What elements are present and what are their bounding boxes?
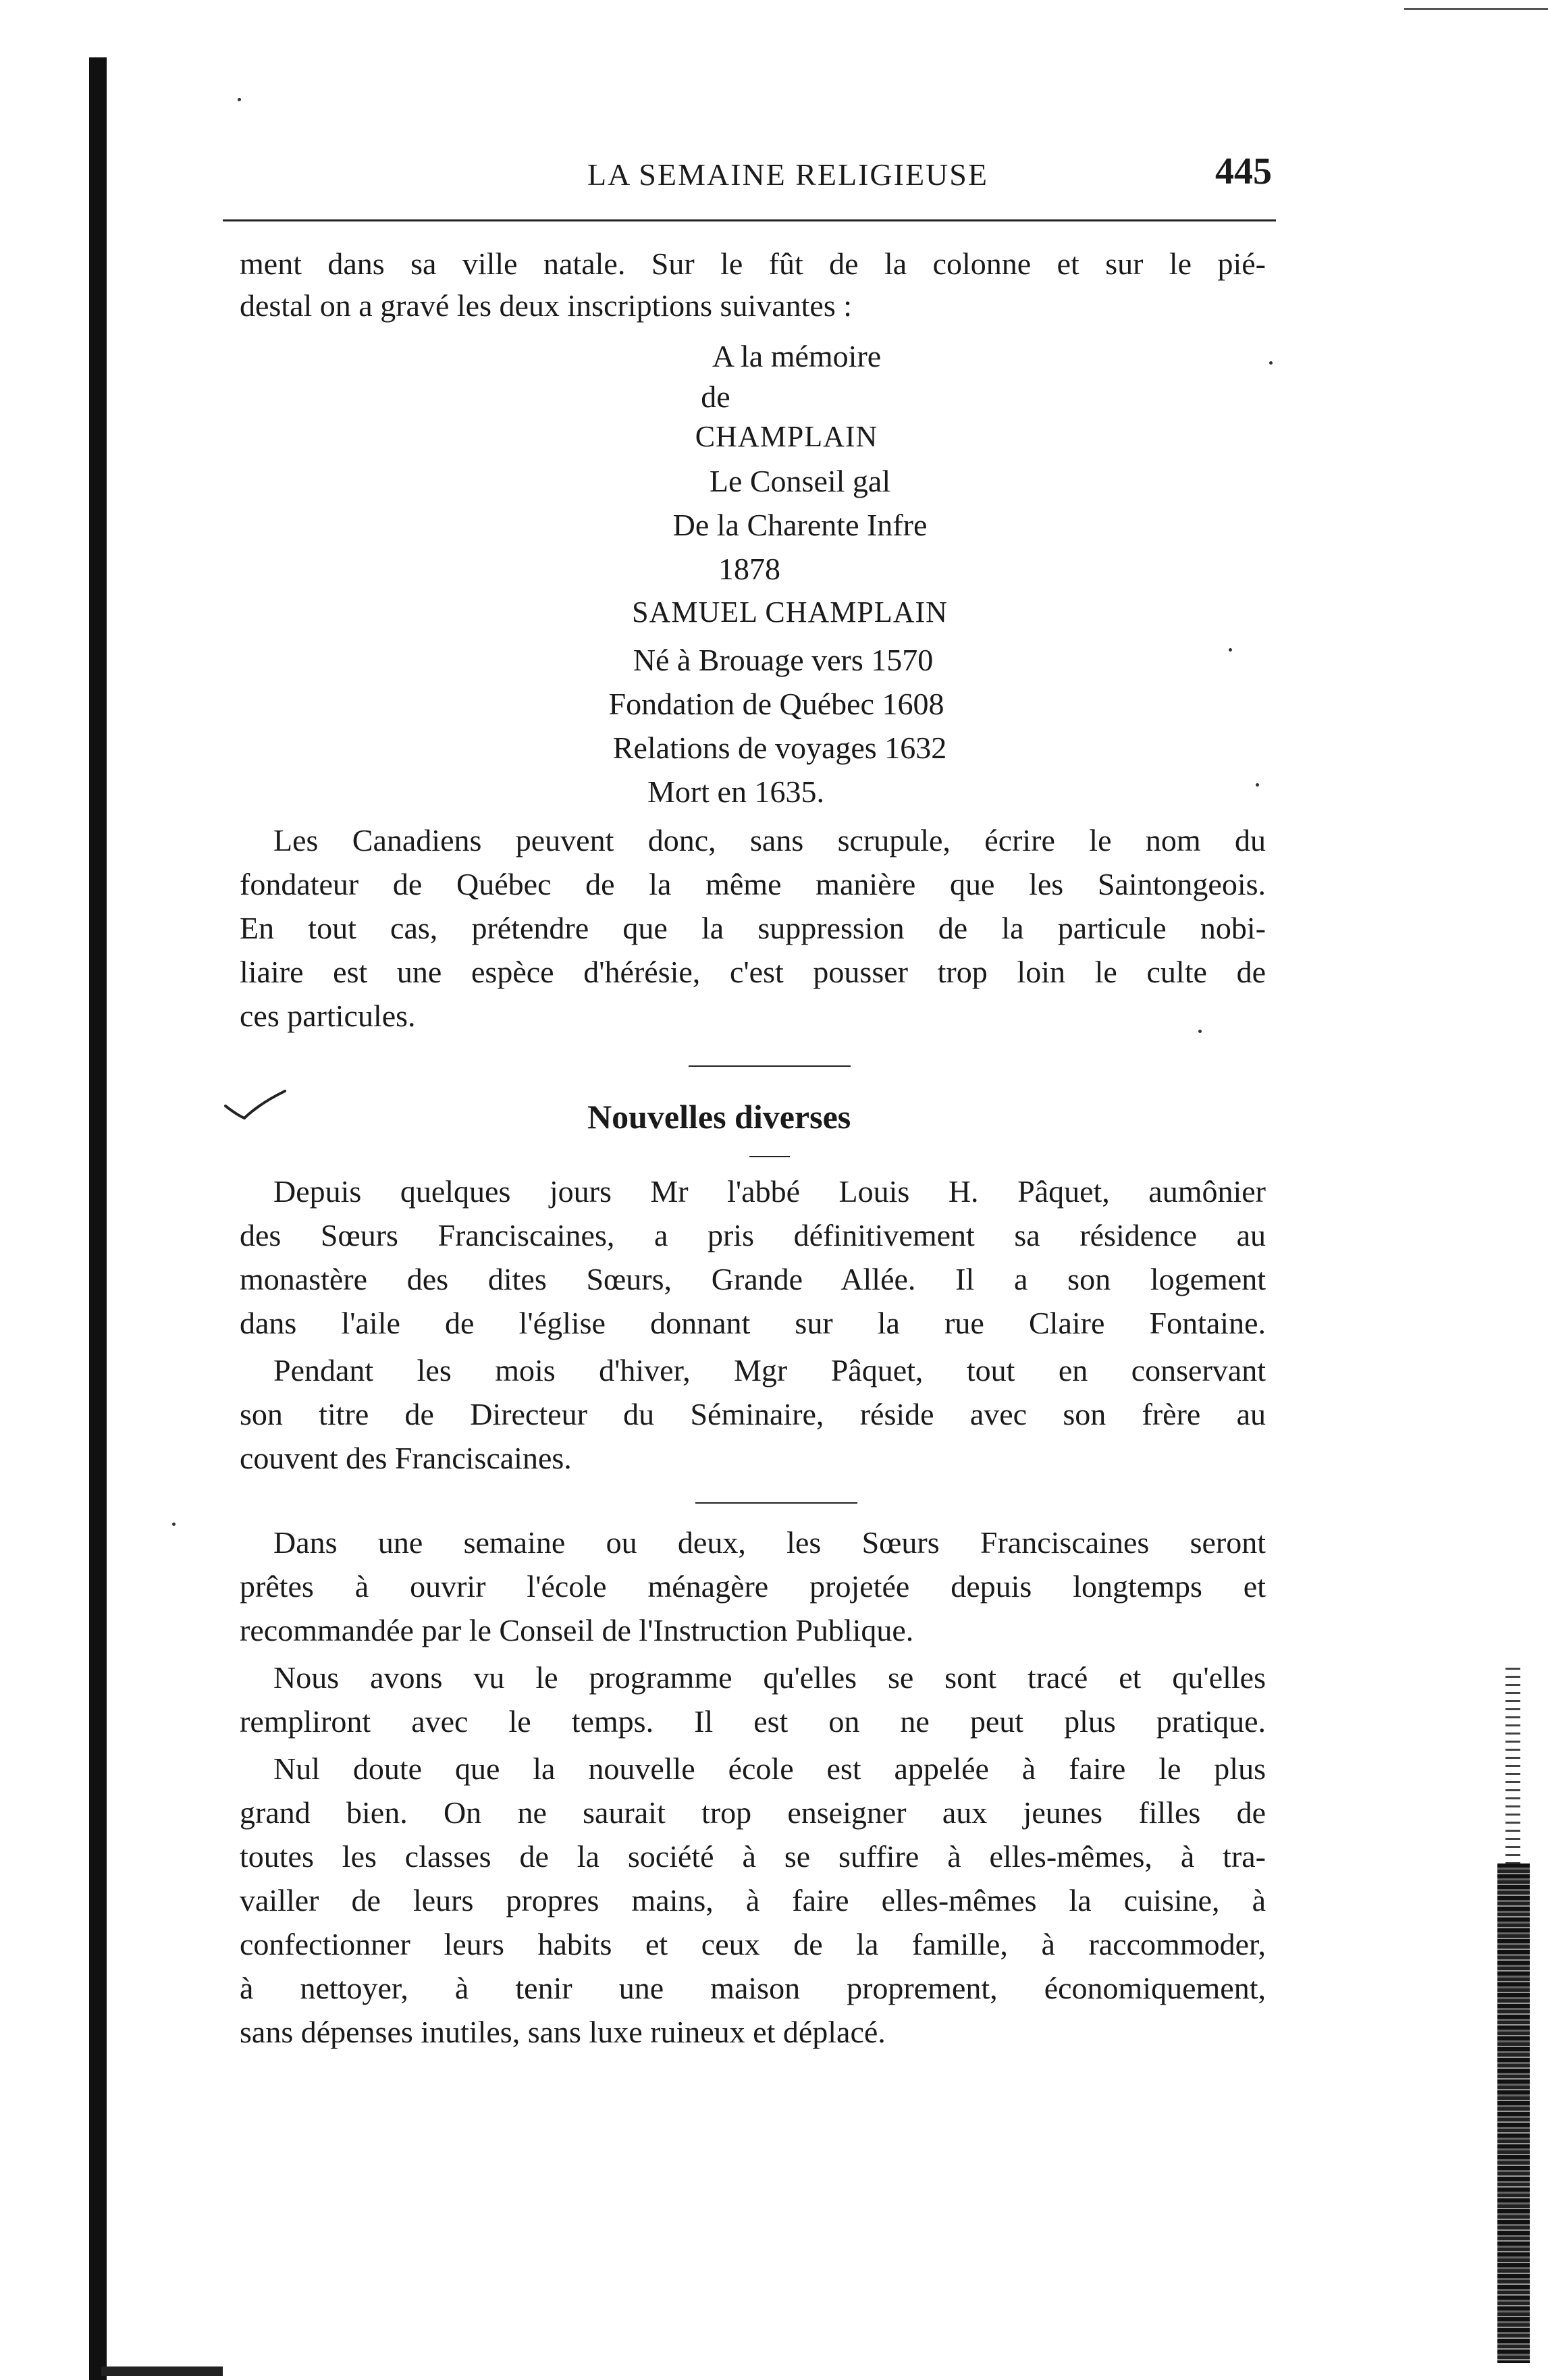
section-rule — [695, 1502, 857, 1504]
scan-binding-shadow-foot — [101, 2366, 223, 2376]
inscription-line: De la Charente Infre — [672, 508, 928, 542]
section-title: Nouvelles diverses — [587, 1098, 851, 1136]
body-line: Depuis quelques jours Mr l'abbé Louis H. Pâquet, aumônier — [273, 1174, 1266, 1209]
scan-edge-line — [1404, 8, 1548, 10]
check-mark-icon — [223, 1088, 287, 1122]
scan-page-edge-top — [1505, 1668, 1520, 1863]
body-line: monastère des dites Sœurs, Grande Allée. Il a son logement — [240, 1262, 1266, 1296]
inscription-line: Mort en 1635. — [647, 774, 824, 809]
body-line: rempliront avec le temps. Il est on ne peut plus pratique. — [240, 1704, 1266, 1739]
inscription-line: CHAMPLAIN — [695, 420, 878, 453]
body-line: liaire est une espèce d'hérésie, c'est pousser trop loin le culte de — [240, 955, 1266, 989]
scan-speck — [172, 1523, 176, 1526]
inscription-line: Relations de voyages 1632 — [612, 731, 947, 765]
header-rule — [223, 219, 1276, 221]
scan-speck — [1198, 1030, 1202, 1033]
body-line: recommandée par le Conseil de l'Instruction Publique. — [240, 1613, 914, 1647]
body-line: dans l'aile de l'église donnant sur la rue Claire Fontaine. — [240, 1306, 1266, 1340]
inscription-line: SAMUEL CHAMPLAIN — [632, 596, 948, 629]
scan-speck — [1256, 783, 1259, 787]
body-line: ces particules. — [240, 999, 416, 1033]
body-line: à nettoyer, à tenir une maison proprement, économiquement, — [240, 1971, 1266, 2005]
body-line: grand bien. On ne saurait trop enseigner aux jeunes filles de — [240, 1795, 1266, 1830]
scan-speck — [1229, 648, 1232, 652]
body-line: sans dépenses inutiles, sans luxe ruineux et déplacé. — [240, 2015, 886, 2049]
inscription-line: Né à Brouage vers 1570 — [633, 643, 934, 677]
page-number: 445 — [1215, 151, 1272, 192]
body-line: Nous avons vu le programme qu'elles se sont tracé et qu'elles — [273, 1660, 1266, 1695]
body-line: fondateur de Québec de la même manière que les Saintongeois. — [240, 867, 1266, 901]
intro-line: destal on a gravé les deux inscriptions suivantes : — [240, 288, 853, 323]
body-line: des Sœurs Franciscaines, a pris définitivement sa résidence au — [240, 1218, 1266, 1252]
body-line: son titre de Directeur du Séminaire, réside avec son frère au — [240, 1397, 1266, 1431]
body-line: Dans une semaine ou deux, les Sœurs Franciscaines seront — [273, 1525, 1266, 1560]
body-line: couvent des Franciscaines. — [240, 1441, 572, 1475]
body-line: toutes les classes de la société à se suffire à elles-mêmes, à tra- — [240, 1839, 1266, 1874]
scan-binding-shadow — [89, 57, 107, 2380]
body-line: Pendant les mois d'hiver, Mgr Pâquet, tout en conservant — [273, 1353, 1266, 1387]
section-rule — [689, 1065, 851, 1067]
inscription-line: de — [701, 379, 730, 414]
body-line: Les Canadiens peuvent donc, sans scrupule, écrire le nom du — [273, 823, 1266, 857]
inscription-line: A la mémoire — [712, 339, 882, 373]
body-line: Nul doute que la nouvelle école est appelée à faire le plus — [273, 1751, 1266, 1786]
inscription-line: Le Conseil gal — [709, 464, 891, 498]
body-line: prêtes à ouvrir l'école ménagère projetée depuis longtemps et — [240, 1569, 1266, 1604]
body-line: confectionner leurs habits et ceux de la famille, à raccommoder, — [240, 1927, 1266, 1961]
section-rule — [749, 1156, 790, 1157]
body-line: vailler de leurs propres mains, à faire elles-mêmes la cuisine, à — [240, 1883, 1266, 1918]
intro-line: ment dans sa ville natale. Sur le fût de la colonne et sur le pié- — [240, 246, 1266, 281]
body-line: En tout cas, prétendre que la suppression de la particule nobi- — [240, 911, 1266, 945]
scan-speck — [1269, 361, 1273, 365]
running-header: LA SEMAINE RELIGIEUSE — [587, 157, 988, 192]
scan-speck — [238, 98, 241, 101]
scan-page-edge — [1497, 1863, 1530, 2363]
inscription-line: Fondation de Québec 1608 — [608, 687, 944, 721]
inscription-line: 1878 — [718, 552, 780, 586]
